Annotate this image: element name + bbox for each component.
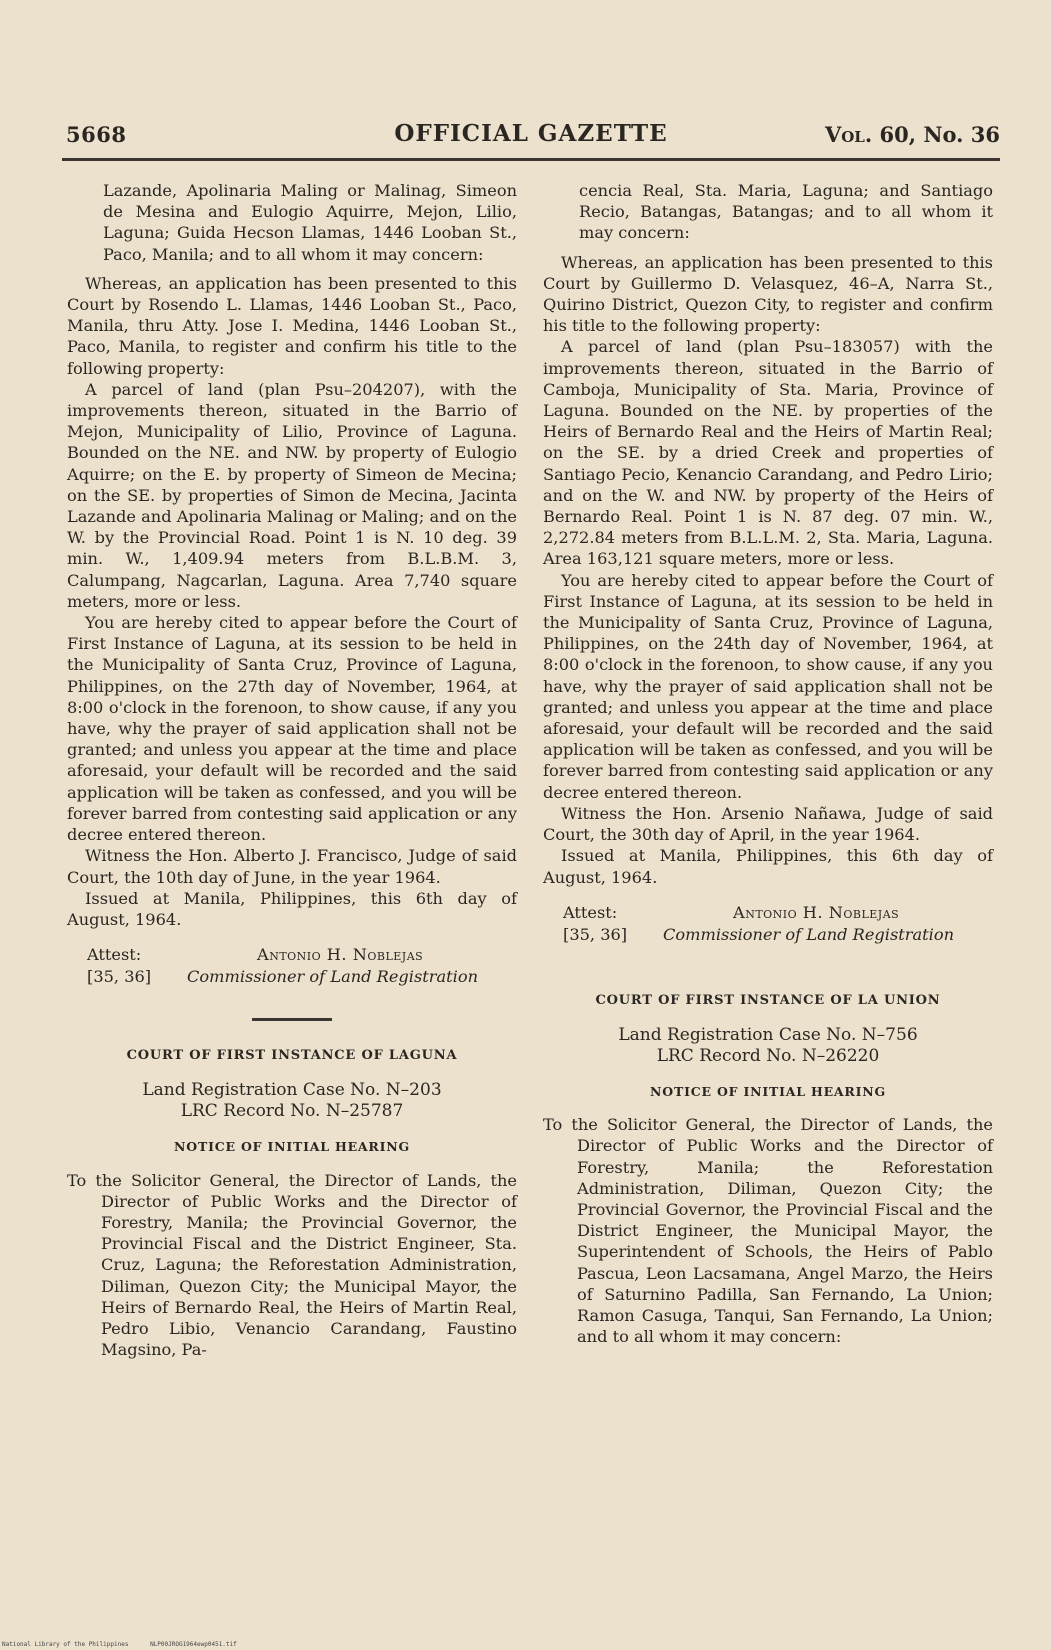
lrc-record-number: LRC Record No. N–26220 (656, 1045, 880, 1066)
notice-heading: NOTICE OF INITIAL HEARING (174, 1139, 410, 1155)
case-number-block (67, 1080, 517, 1122)
signatory-name: Antonio H. Noblejas (257, 945, 424, 965)
case-number: Land Registration Case No. N–756 (618, 1024, 918, 1045)
citation-paragraph: You are hereby cited to appear before the Court of First Instance of Laguna, at its session to be held in the Municipality of Santa Cruz, Province of Laguna, Philippines, on the 27th day of November, 1964, at 8:00 o'clock in the forenoon, to show cause, if any you have, why the prayer of said application shall not be granted; and unless you appear at the time and place aforesaid, your default will be recorded and the said application will be taken as confessed, and you will be forever barred from contesting said application or any decree entered thereon. (67, 613, 517, 845)
issued-paragraph: Issued at Manila, Philippines, this 6th day of August, 1964. (67, 888, 517, 929)
court-heading: COURT OF FIRST INSTANCE OF LAGUNA (126, 1048, 458, 1064)
signatory-name: Antonio H. Noblejas (733, 902, 900, 922)
whereas-paragraph: Whereas, an application has been presented to this Court by Rosendo L. Llamas, 1446 Looban St., Paco, Manila, thru Atty. Jose I. Medina, 1446 Looban St., Paco, Manila, to register and confirm his title to the following property: (67, 273, 517, 378)
issued-paragraph: Issued at Manila, Philippines, this 6th day of August, 1964. (543, 846, 993, 887)
page-number: 5668 (66, 122, 127, 147)
witness-paragraph: Witness the Hon. Alberto J. Francisco, Judge of said Court, the 10th day of June, in the year 1964. (67, 846, 517, 887)
whereas-paragraph: Whereas, an application has been presented to this Court by Guillermo D. Velasquez, 46–A, Narra St., Quirino District, Quezon City, to register and confirm his title to the following property: (543, 252, 993, 336)
parcel-description: A parcel of land (plan Psu–204207), with the improvements thereon, situated in the Barrio of Mejon, Municipality of Lilio, Province of Laguna. Bounded on the NE. and NW. by property of Eulogio Aquirre; on the E. by property of Simeon de Mecina; on the SE. by properties of Simon de Mecina, Jacinta Lazande and Apolinaria Malinag or Maling; and on the W. by the Provincial Road. Point 1 is N. 10 deg. 39 min. W., 1,409.94 meters from B.L.B.M. 3, Calumpang, Nagcarlan, Laguna. Area 7,740 square meters, more or less. (67, 379, 517, 611)
notice-heading: NOTICE OF INITIAL HEARING (650, 1083, 886, 1099)
page-header (62, 118, 1000, 152)
volume-prefix: Vol. (824, 122, 873, 147)
case-number: Land Registration Case No. N–203 (142, 1080, 442, 1101)
volume-rest: 60, No. 36 (872, 122, 1000, 147)
lrc-record-number: LRC Record No. N–25787 (180, 1101, 404, 1122)
attestation-block (543, 902, 993, 946)
addressees-continued: cencia Real, Sta. Maria, Laguna; and Santiago Recio, Batangas, Batangas; and to all whom it may concern: (579, 181, 993, 243)
signatory-office: Commissioner of Land Registration (663, 924, 955, 944)
attest-label: Attest: (563, 902, 618, 922)
witness-paragraph: Witness the Hon. Arsenio Nañawa, Judge of said Court, the 30th day of April, in the year 1964. (543, 803, 993, 845)
case-number-block (543, 1025, 993, 1067)
file-name: NLP00JROG1964ewp0451.tif (150, 1641, 237, 1648)
signatory-office: Commissioner of Land Registration (187, 967, 479, 987)
publication-title: OFFICIAL GAZETTE (394, 120, 668, 147)
issue-reference: [35, 36] (87, 967, 152, 987)
right-column (543, 180, 993, 1347)
citation-paragraph: You are hereby cited to appear before the Court of First Instance of Laguna, at its session to be held in the Municipality of Santa Cruz, Province of Laguna, Philippines, on the 24th day of November, 1964, at 8:00 o'clock in the forenoon, to show cause, if any you have, why the prayer of said application shall not be granted; and unless you appear at the time and place aforesaid, your default will be recorded and the said application will be taken as confessed, and you will be forever barred from contesting said application or any decree entered thereon. (543, 570, 993, 802)
attest-label: Attest: (87, 945, 142, 965)
volume-number (825, 122, 1000, 147)
parcel-description: A parcel of land (plan Psu–183057) with the improvements thereon, situated in the Barrio of Camboja, Municipality of Sta. Maria, Province of Laguna. Bounded on the NE. by properties of the Heirs of Bernardo Real and the Heirs of Martin Real; on the SE. by a dried Creek and properties of Santiago Pecio, Kenancio Carandang, and Pedro Lirio; and on the W. and NW. by property of the Heirs of Bernardo Real. Point 1 is N. 87 deg. 07 min. W., 2,272.84 meters from B.L.L.M. 2, Sta. Maria, Laguna. Area 163,121 square meters, more or less. (543, 337, 993, 569)
addressees-paragraph: To the Solicitor General, the Director of Lands, the Director of Public Works and the Director of Forestry, Manila; the Provincial Governor, the Provincial Fiscal and the District Engineer, Sta. Cruz, Laguna; the Reforestation Administration, Diliman, Quezon City; the Municipal Mayor, the Heirs of Bernardo Real, the Heirs of Martin Real, Pedro Libio, Venancio Carandang, Faustino Magsino, Pa- (67, 1170, 517, 1360)
header-rule (62, 158, 1000, 161)
addressees-paragraph: To the Solicitor General, the Director of Lands, the Director of Public Works and the Director of Forestry, Manila; the Reforestation Administration, Diliman, Quezon City; the Provincial Governor, the Provincial Fiscal and the District Engineer, the Municipal Mayor, the Superintendent of Schools, the Heirs of Pablo Pascua, Leon Lacsamana, Angel Marzo, the Heirs of Saturnino Padilla, San Fernando, La Union; Ramon Casuga, Tanqui, San Fernando, La Union; and to all whom it may concern: (543, 1115, 993, 1347)
section-divider (252, 1018, 332, 1021)
left-column (67, 180, 517, 1360)
court-heading: COURT OF FIRST INSTANCE OF LA UNION (595, 992, 941, 1008)
scan-footer (2, 1641, 255, 1648)
addressees-continued: Lazande, Apolinaria Maling or Malinag, Simeon de Mesina and Eulogio Aquirre, Mejon, Lilio, Laguna; Guida Hecson Llamas, 1446 Looban St., Paco, Manila; and to all whom it may concern: (103, 181, 517, 264)
attestation-block (67, 944, 517, 988)
library-credit: National Library of the Philippines (2, 1641, 129, 1648)
issue-reference: [35, 36] (563, 924, 628, 944)
